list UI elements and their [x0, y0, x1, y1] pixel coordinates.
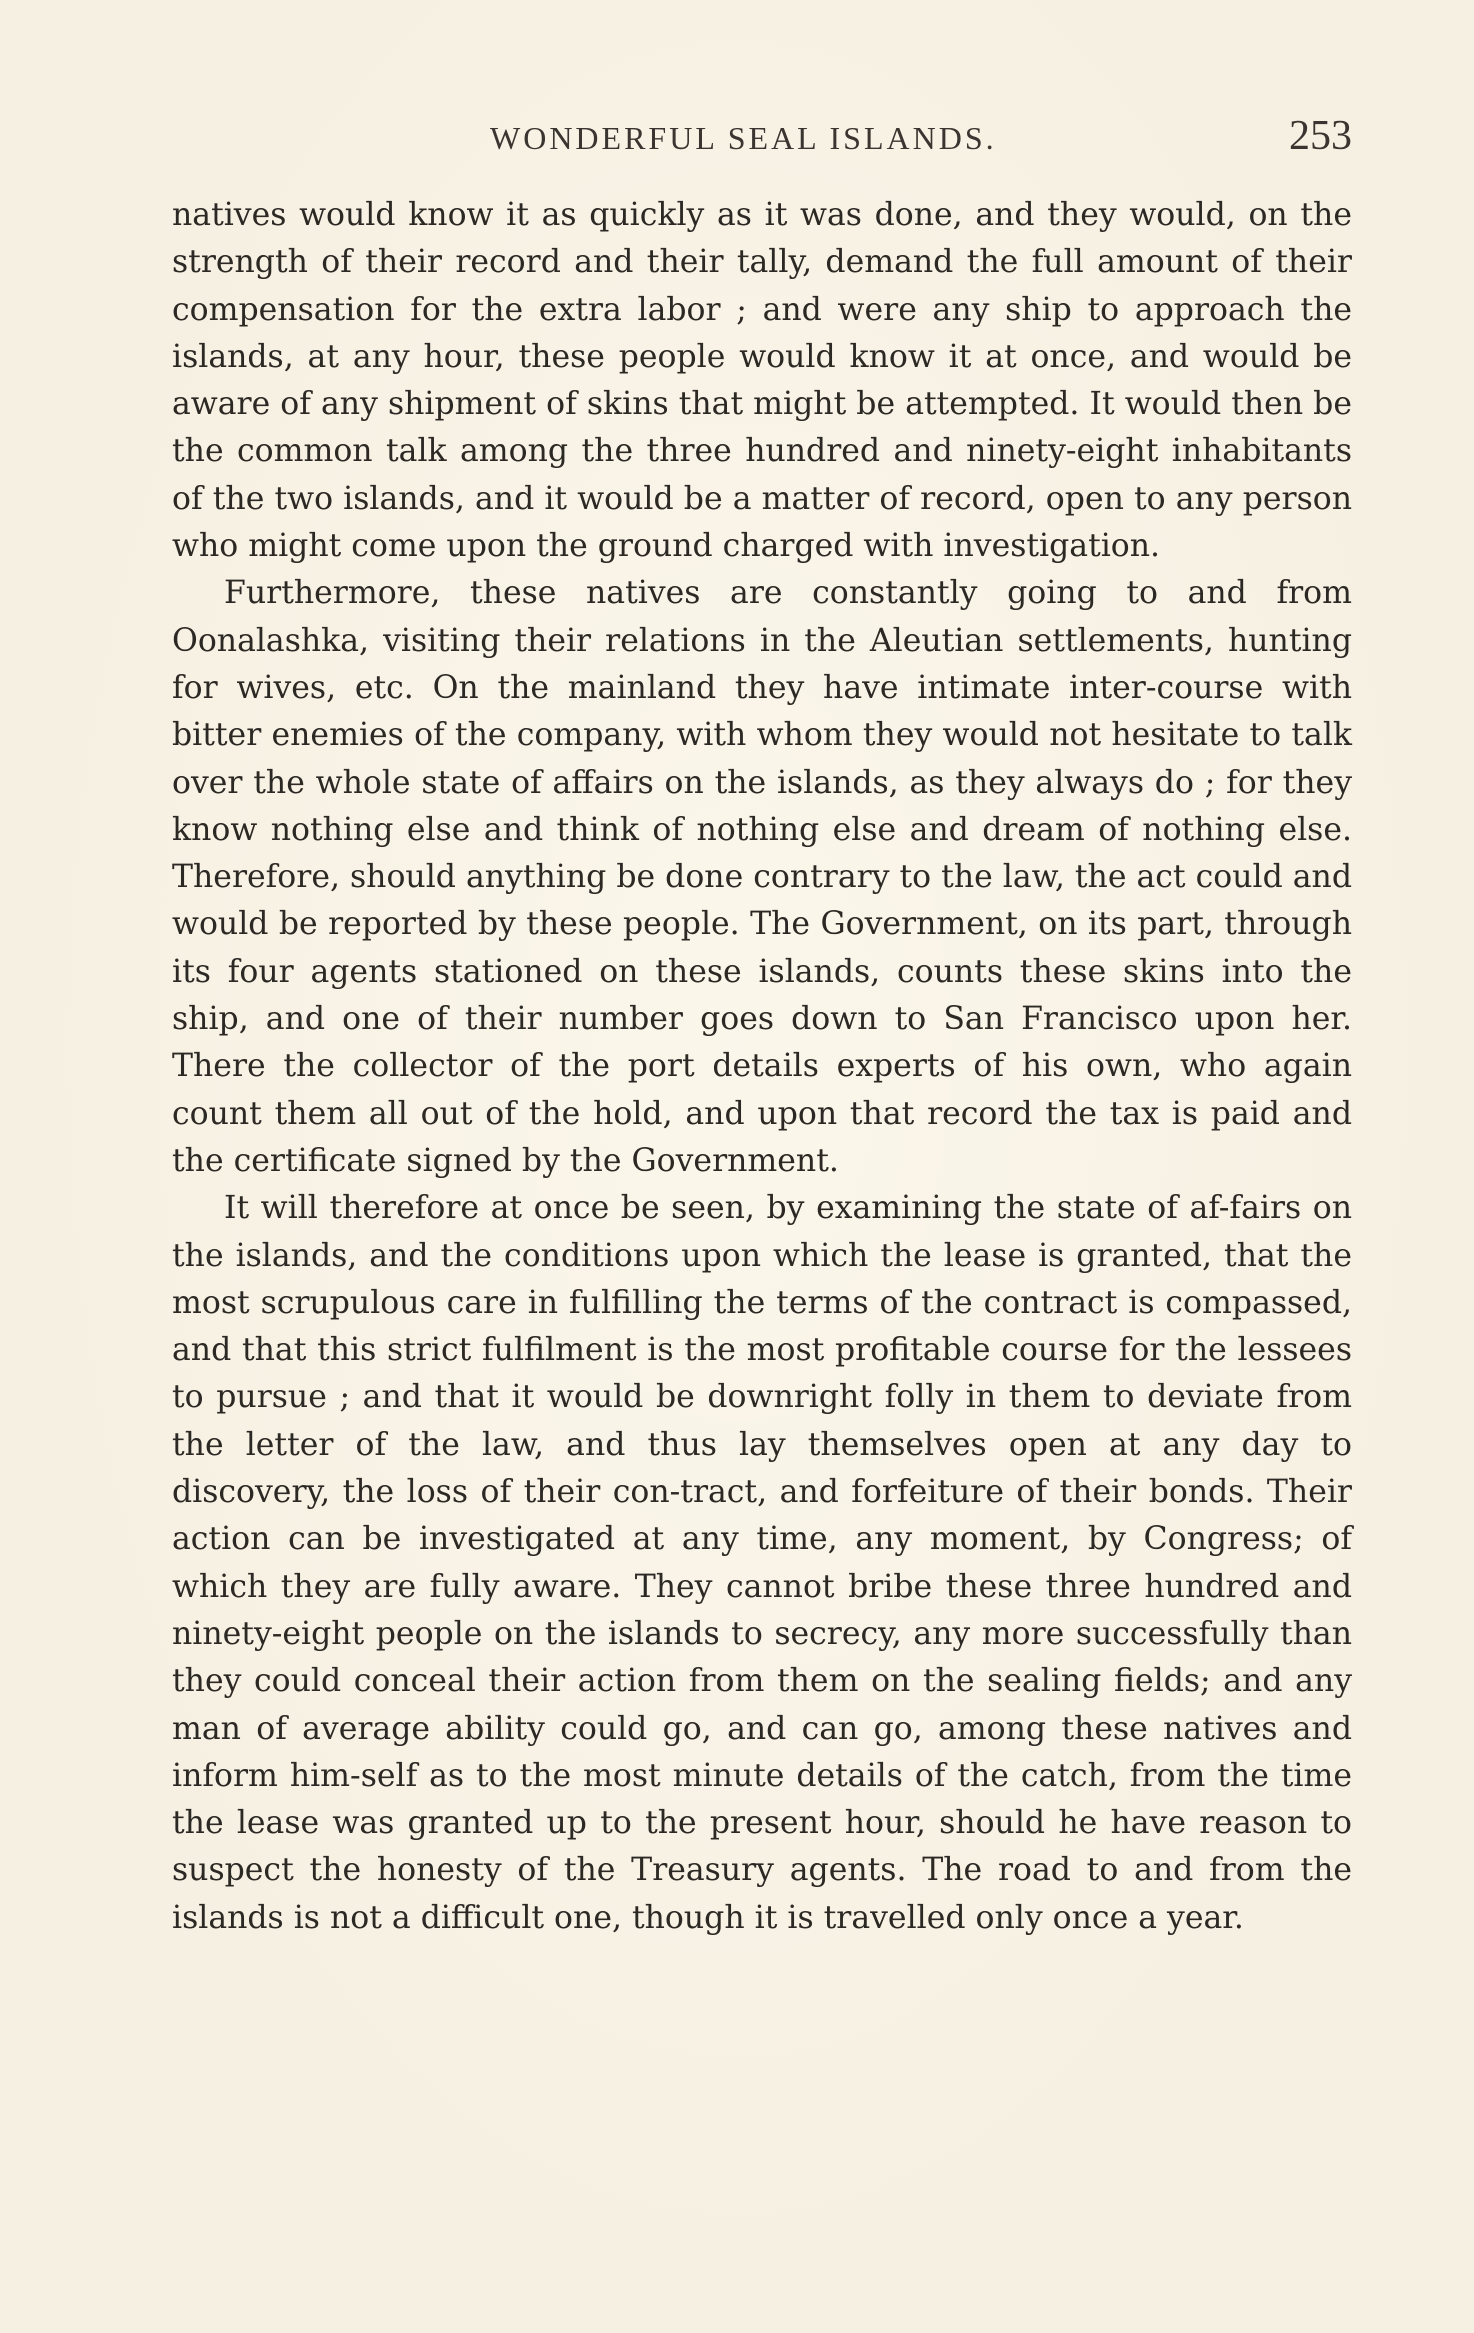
paragraph-it-will: It will therefore at once be seen, by examining the state of af-fairs on the islands, and the conditions upon which the lease is granted, that the most scrupulous care in fulfilling the terms of the contract is compassed, and that this strict fulfilment is the most profitable course for the lessees to pursue ; and that it would be downright folly in them to deviate from the letter of the law, and thus lay themselves open at any day to discovery, the loss of their con-tract, and forfeiture of their bonds. Their action can be investigated at any time, any moment, by Congress; of which they are fully aware. They cannot bribe these three hundred and ninety-eight people on the islands to secrecy, any more successfully than they could conceal their action from them on the sealing fields; and any man of average ability could go, and can go, among these natives and inform him-self as to the most minute details of the catch, from the time the lease was granted up to the present hour, should he have reason to suspect the honesty of the Treasury agents. The road to and from the islands is not a difficult one, though it is travelled only once a year. [172, 1190, 1352, 1936]
running-head [172, 112, 1352, 162]
paragraph-furthermore: Furthermore, these natives are constantly going to and from Oonalashka, visiting their relations in the Aleutian settlements, hunting for wives, etc. On the mainland they have intimate inter-course with bitter enemies of the company, with whom they would not hesitate to talk over the whole state of affairs on the islands, as they always do ; for they know nothing else and think of nothing else and dream of nothing else. Therefore, should anything be done contrary to the law, the act could and would be reported by these people. The Government, on its part, through its four agents stationed on these islands, counts these skins into the ship, and one of their number goes down to San Francisco upon her. There the collector of the port details experts of his own, who again count them all out of the hold, and upon that record the tax is paid and the certificate signed by the Government. [172, 575, 1352, 1179]
running-title: WONDERFUL SEAL ISLANDS. [490, 120, 997, 156]
paragraph-continuation: natives would know it as quickly as it was done, and they would, on the strength of their record and their tally, demand the full amount of their compensation for the extra labor ; and were any ship to approach the islands, at any hour, these people would know it at once, and would be aware of any shipment of skins that might be attempted. It would then be the common talk among the three hundred and ninety-eight inhabitants of the two islands, and it would be a matter of record, open to any person who might come upon the ground charged with investigation. [172, 197, 1352, 565]
page-number: 253 [1289, 113, 1352, 159]
body-text [172, 192, 1352, 1942]
